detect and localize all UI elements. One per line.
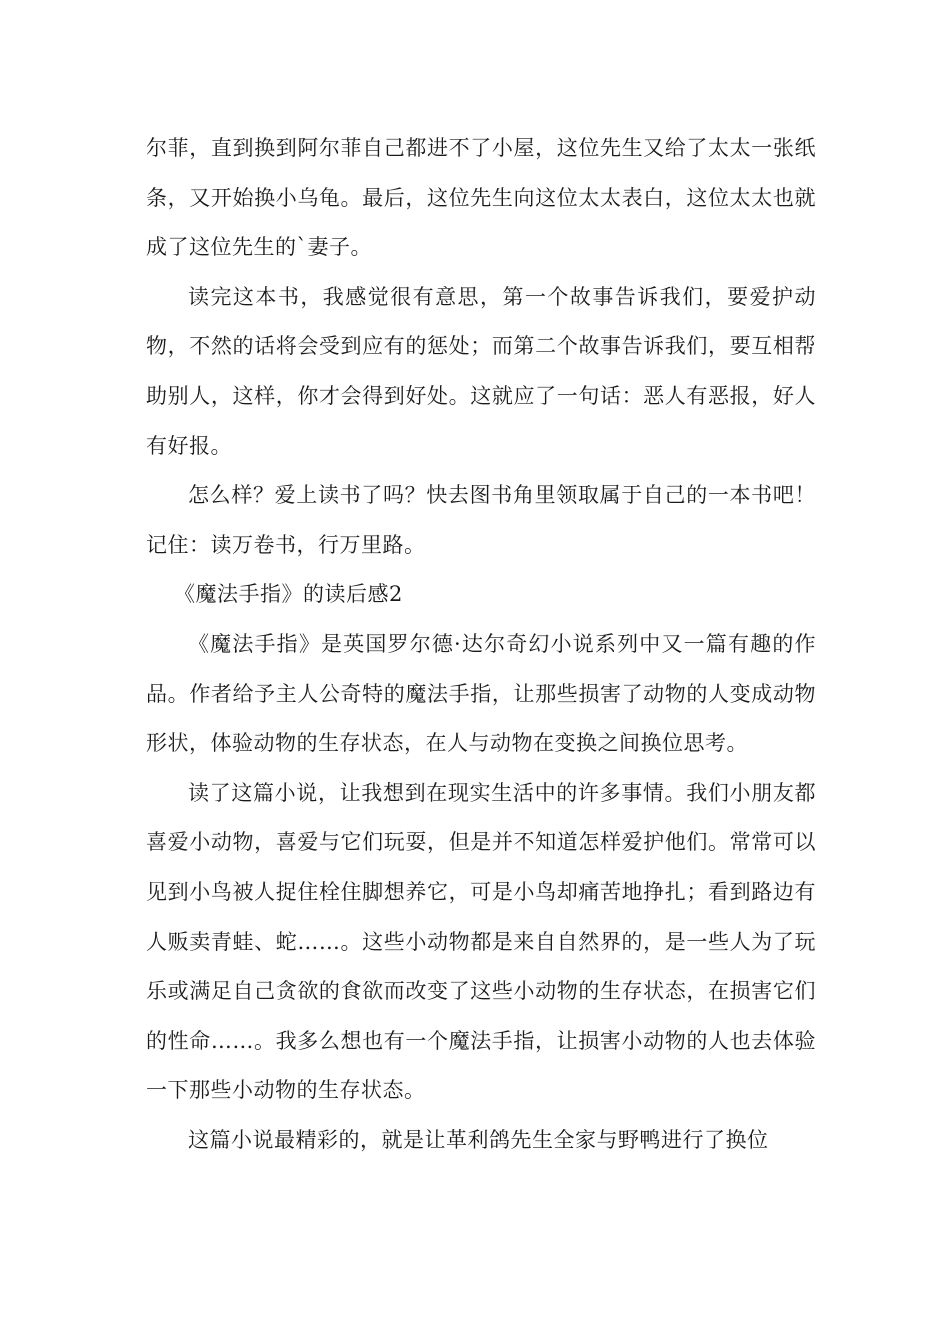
paragraph-highlight: 这篇小说最精彩的，就是让革利鸽先生全家与野鸭进行了换位 xyxy=(188,1127,769,1152)
document-body xyxy=(146,124,816,1165)
section-title: 《魔法手指》的读后感2 xyxy=(174,582,403,607)
paragraph-intro: 《魔法手指》是英国罗尔德·达尔奇幻小说系列中又一篇有趣的作品。作者给予主人公奇特的魔法手指，让那些损害了动物的人变成动物形状，体验动物的生存状态，在人与动物在变换之间换位思考。 xyxy=(146,631,816,756)
paragraph-reflection: 读完这本书，我感觉很有意思，第一个故事告诉我们，要爱护动物，不然的话将会受到应有的惩处；而第二个故事告诉我们，要互相帮助别人，这样，你才会得到好处。这就应了一句话：恶人有恶报，好人有好报。 xyxy=(146,284,816,458)
paragraph-continued: 尔菲，直到换到阿尔菲自己都进不了小屋，这位先生又给了太太一张纸条，又开始换小乌龟。最后，这位先生向这位太太表白，这位太太也就成了这位先生的`妻子。 xyxy=(146,136,816,260)
paragraph-invitation: 怎么样？爱上读书了吗？快去图书角里领取属于自己的一本书吧！记住：读万卷书，行万里路。 xyxy=(146,483,816,557)
paragraph-thoughts: 读了这篇小说，让我想到在现实生活中的许多事情。我们小朋友都喜爱小动物，喜爱与它们玩耍，但是并不知道怎样爱护他们。常常可以见到小鸟被人捉住栓住脚想养它，可是小鸟却痛苦地挣扎；看到路边有人贩卖青蛙、蛇……。这些小动物都是来自自然界的，是一些人为了玩乐或满足自己贪欲的食欲而改变了这些小动物的生存状态，在损害它们的性命……。我多么想也有一个魔法手指，让损害小动物的人也去体验一下那些小动物的生存状态。 xyxy=(146,780,816,1103)
